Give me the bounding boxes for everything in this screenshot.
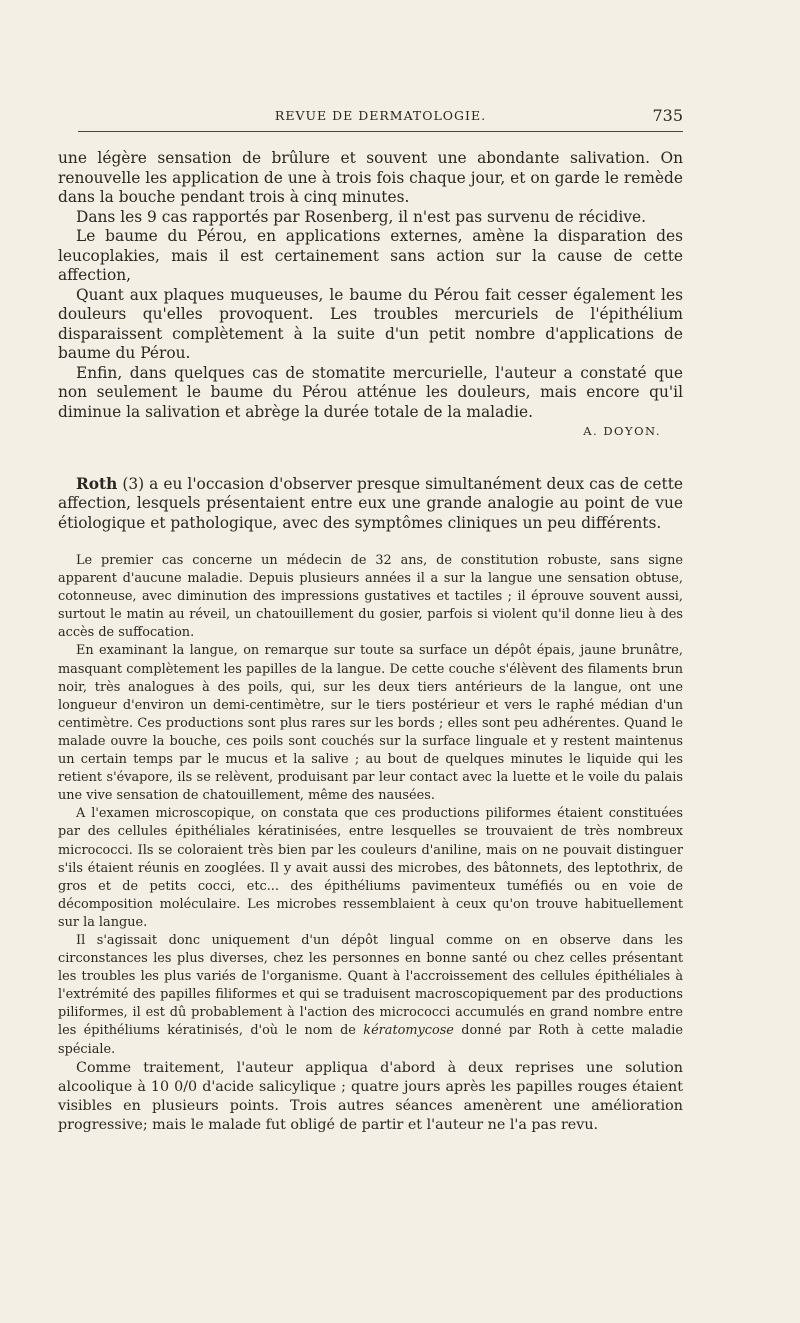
paragraph: Dans les 9 cas rapportés par Rosenberg, il n'est pas survenu de récidive. — [76, 207, 647, 226]
author-name: Roth — [76, 474, 118, 493]
intro-paragraph — [58, 475, 683, 534]
roth-review-intro — [58, 475, 683, 534]
doyon-review-section — [58, 149, 683, 442]
paragraph: En examinant la langue, on remarque sur toute sa surface un dépôt épais, jaune brunâtre, masquant complètement les papilles de la langue. De cette couche s'élèvent des filaments brun noir, très analogues à des poils, qui, sur les deux tiers antérieurs de la langue, ont une longueur d'environ un demi-centimètre, sur le tiers postérieur et vers le raphé médian d'un centimètre. Ces productions sont plus rares sur les bords ; elles sont peu adhérentes. Quand le malade ouvre la bouche, ces poils sont couchés sur la surface linguale et y restent maintenus un certain temps par le mucus et la salive ; au bout de quelques minutes le liquide qui les retient s'évapore, ils se relèvent, produisant par leur contact avec la luette et le voile du palais une vive sensation de chatouillement, même des nausées. — [58, 643, 683, 804]
article-body — [58, 149, 683, 1135]
section-gap — [58, 442, 683, 475]
italic-term: kératomycose — [363, 1023, 454, 1039]
intro-text: (3) a eu l'occasion d'observer presque simultanément deux cas de cette affection, lesquels présentaient entre eux une grande analogie au point de vue étiologique et pathologique, avec des symptômes cliniques un peu différents. — [58, 474, 683, 532]
paragraph: Quant aux plaques muqueuses, le baume du Pérou fait cesser également les douleurs qu'elles provoquent. Les troubles mercuriels de l'épithélium disparaissent complètement à la suite d'un petit nombre d'applications de baume du Pérou. — [58, 285, 683, 362]
header-rule — [78, 131, 683, 132]
paragraph: une légère sensation de brûlure et souvent une abondante salivation. On renouvelle les application de une à trois fois chaque jour, et on garde le remède dans la bouche pendant trois à cinq minutes. — [58, 149, 683, 206]
author-signature: A. DOYON. — [583, 424, 661, 438]
treatment-section — [58, 1059, 683, 1135]
paragraph: Comme traitement, l'auteur appliqua d'abord à deux reprises une solution alcoolique à 10 0/0 d'acide salicylique ; quatre jours après les papilles rouges étaient visibles en plusieurs points. Trois autres séances amenèrent une amélioration progressive; mais le malade fut obligé de partir et l'auteur ne l'a pas revu. — [58, 1059, 683, 1133]
paragraph: Le baume du Pérou, en applications externes, amène la disparation des leucoplakies, mais il est certainement sans action sur la cause de cette affection, — [58, 227, 683, 284]
paragraph: Le premier cas concerne un médecin de 32 ans, de constitution robuste, sans signe apparent d'aucune maladie. Depuis plusieurs années il a sur la langue une sensation obtuse, cotonneuse, avec diminution des impressions gustatives et tactiles ; il éprouve souvent aussi, surtout le matin au réveil, un chatouillement du gosier, parfois si violent qu'il donne lieu à des accès de suffocation. — [58, 553, 683, 641]
text-run: donné par Roth à cette maladie spéciale. — [58, 1023, 683, 1057]
page-header — [78, 108, 683, 130]
case-report — [58, 552, 683, 1059]
paragraph: Enfin, dans quelques cas de stomatite mercurielle, l'auteur a constaté que non seulement le baume du Pérou atténue les douleurs, mais encore qu'il diminue la salivation et abrège la durée totale de la maladie. — [58, 363, 683, 421]
page-number: 735 — [652, 106, 683, 125]
text-run: Il s'agissait donc uniquement d'un dépôt lingual comme on en observe dans les circonstances les plus diverses, chez les personnes en bonne santé ou chez celles présentant les troubles les plus variés de l'organisme. Quant à l'accroissement des cellules épithéliales à l'extrémité des papilles filiformes et qui se traduisent macroscopiquement par des productions piliformes, il est dû probablement à l'action des micrococci accumulés en grand nombre entre les épithéliums kératinisés, d'où le nom de — [58, 932, 683, 1039]
paragraph: A l'examen microscopique, on constata que ces productions piliformes étaient constituées par des cellules épithéliales kératinisées, entre lesquelles se trouvaient de très nombreux micrococci. Ils se coloraient très bien par les couleurs d'aniline, mais on ne pouvait distinguer s'ils étaient réunis en zooglées. Il y avait aussi des microbes, des bâtonnets, des leptothrix, de gros et de petits cocci, etc... des épithéliums pavimenteux tuméfiés ou en voie de décomposition moléculaire. Les microbes ressemblaient à ceux qu'on trouve habituellement sur la langue. — [58, 806, 683, 930]
running-title: REVUE DE DERMATOLOGIE. — [274, 108, 487, 123]
paragraph — [58, 932, 683, 1059]
